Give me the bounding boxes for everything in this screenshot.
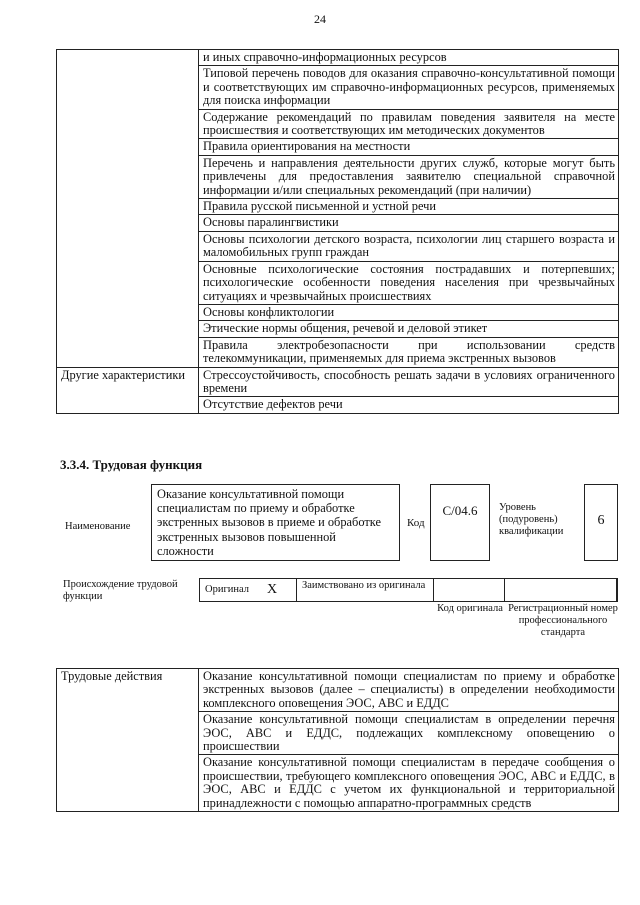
table-row <box>57 50 619 66</box>
table-cell: Основы конфликтологии <box>199 304 619 320</box>
table-cell: Оказание консультативной помощи специалистам по приему и обработке экстренных вызовов (далее – специалисты) в определении необходимости комплексного оповещения ЭОС, АВС и ЕДДС <box>199 669 619 712</box>
table-cell: Оказание консультативной помощи специалистам в передаче сообщения о происшествии, требующего комплексного оповещения ЭОС, АВС и ЕДДС, в ЭОС, АВС и ЕДДС с учетом их функциональной и территориальной принадлежности с помощью аппаратно-программных средств <box>199 755 619 812</box>
left-cell-block <box>57 50 199 368</box>
table-cell: Правила русской письменной и устной речи <box>199 199 619 215</box>
knowledge-table <box>56 49 619 414</box>
origin-label: Происхождение трудовой функции <box>63 579 178 602</box>
code-label: Код <box>407 517 425 529</box>
original-mark: X <box>267 582 278 597</box>
table-cell: Этические нормы общения, речевой и деловой этикет <box>199 321 619 337</box>
row-header-labor-actions: Трудовые действия <box>57 669 199 812</box>
qualification-level-label: Уровень (подуровень) квалификации <box>499 502 564 537</box>
table-row <box>57 367 619 397</box>
table-cell: Типовой перечень поводов для оказания справочно-консультативной помощи и соответствующих им справочно-информационных ресурсов, применяемых для поиска информации <box>199 66 619 109</box>
original-code-caption: Код оригинала <box>437 603 503 614</box>
table-cell: Оказание консультативной помощи специалистам в определении перечня ЭОС, АВС и ЕДДС, подлежащих комплексному оповещению о происшествии <box>199 712 619 755</box>
labor-actions-table <box>56 668 619 812</box>
table-cell: Правила ориентирования на местности <box>199 139 619 155</box>
table-cell: Основы паралингвистики <box>199 215 619 231</box>
table-cell: Основные психологические состояния пострадавших и потерпевших; психологические особенности поведения населения при чрезвычайных ситуациях и чрезвычайных происшествиях <box>199 261 619 304</box>
table-row <box>57 669 619 712</box>
original-code-cell <box>434 579 505 601</box>
borrowed-cell <box>297 579 434 601</box>
name-label: Наименование <box>65 521 131 532</box>
table-cell: и иных справочно-информационных ресурсов <box>199 50 619 66</box>
page-number: 24 <box>314 12 326 26</box>
row-header-other-characteristics: Другие характеристики <box>57 367 199 413</box>
registration-number-caption: Регистрационный номер профессионального стандарта <box>508 603 618 638</box>
registration-number-cell <box>505 579 617 601</box>
section-title: 3.3.4. Трудовая функция <box>60 457 203 472</box>
table-cell: Стрессоустойчивость, способность решать задачи в условиях ограниченного времени <box>199 367 619 397</box>
original-cell <box>200 579 297 601</box>
table-cell: Содержание рекомендаций по правилам поведения заявителя на месте происшествия и соответствующих им методических документов <box>199 109 619 139</box>
origin-row <box>199 578 618 602</box>
function-code-value: C/04.6 <box>430 484 490 561</box>
table-cell: Перечень и направления деятельности других служб, которые могут быть привлечены для предоставления заявителю специальной справочной информации и/или специальных рекомендаций (при наличии) <box>199 155 619 198</box>
original-label: Оригинал <box>205 584 249 595</box>
qualification-level-value: 6 <box>584 484 618 561</box>
function-name-value: Оказание консультативной помощи специалистам по приему и обработке экстренных вызовов в приеме и обработке экстренных вызовов повышенной сложности <box>151 484 400 561</box>
table-cell: Основы психологии детского возраста, психологии лиц старшего возраста и маломобильных групп граждан <box>199 231 619 261</box>
table-cell: Отсутствие дефектов речи <box>199 397 619 413</box>
borrowed-label: Заимствовано из оригинала <box>302 580 426 591</box>
table-cell: Правила электробезопасности при использовании средств телекоммуникации, применяемых для приема экстренных вызовов <box>199 337 619 367</box>
